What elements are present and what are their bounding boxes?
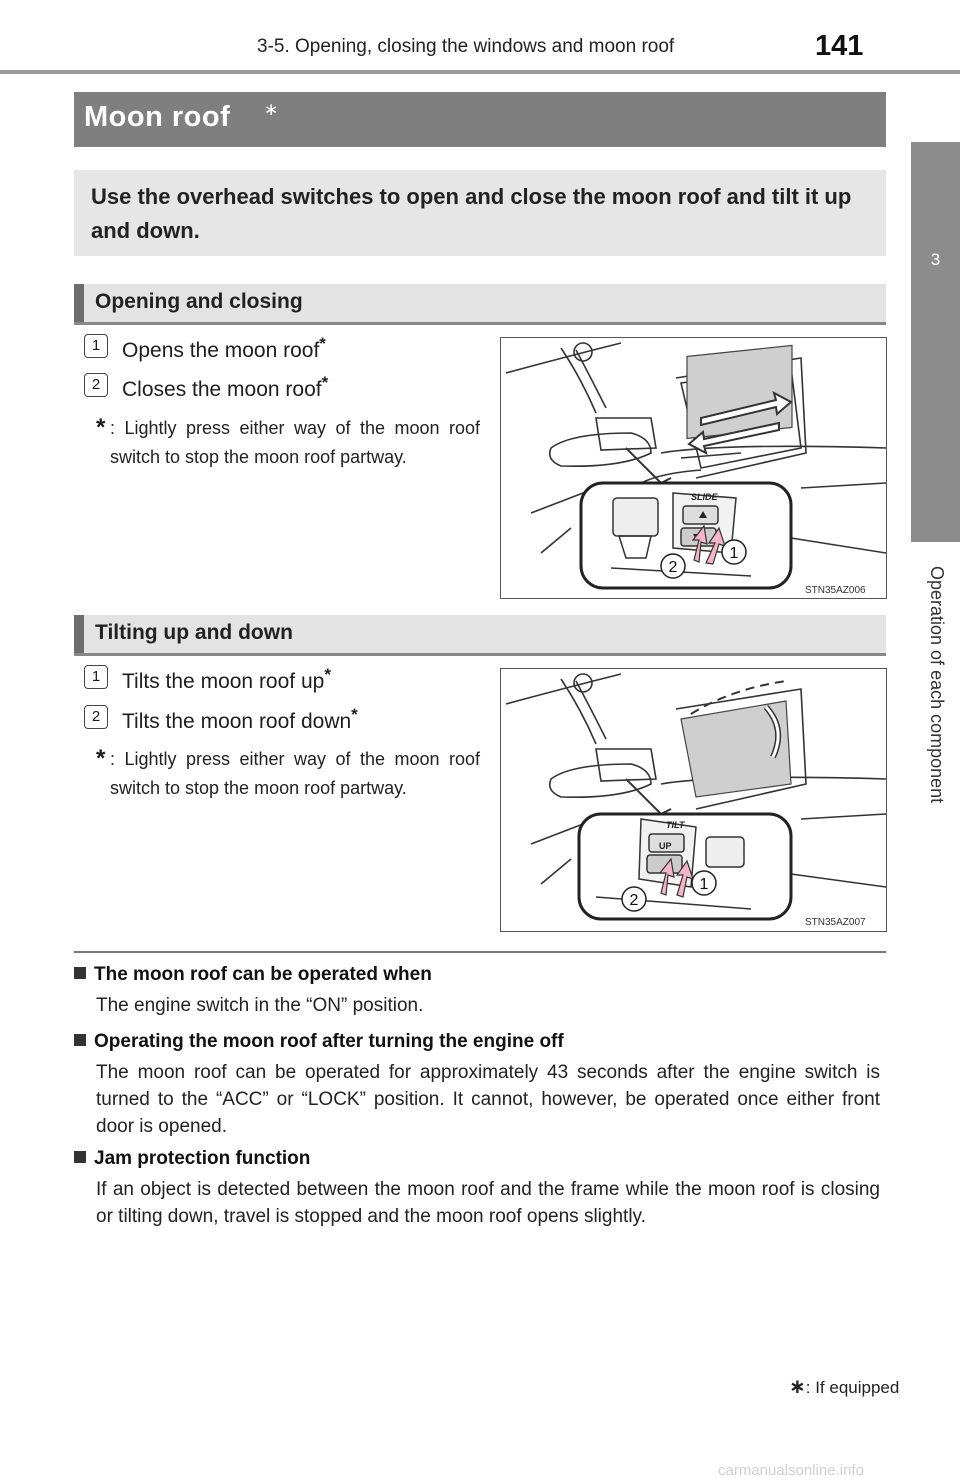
page-title: Moon roof [84, 101, 231, 133]
image-code: STN35AZ006 [805, 585, 866, 596]
item-tilts-up [122, 665, 331, 694]
note-heading [74, 964, 432, 986]
item-label: Tilts the moon roof down [122, 710, 352, 733]
footnote-mark: ∗ [789, 1376, 806, 1398]
footnote-text: : If equipped [805, 1378, 900, 1397]
item-asterisk: * [321, 373, 329, 392]
chapter-label-wrap [921, 566, 951, 866]
item-number-badge: 1 [84, 665, 108, 689]
switch-label-up: UP [659, 841, 672, 851]
callout-2: 2 [668, 559, 678, 576]
callout-2: 2 [629, 892, 639, 909]
item-opens [122, 334, 326, 363]
chapter-number: 3 [930, 250, 941, 269]
page-number: 141 [815, 30, 864, 62]
note-body: If an object is detected between the moon roof and the frame while the moon roof is closing or tilting down, travel is stopped and the moon roof opens slightly. [96, 1179, 880, 1227]
section-heading-tilting: Tilting up and down [95, 621, 293, 644]
item-number-badge: 2 [84, 373, 108, 397]
note-body: The engine switch in the “ON” position. [96, 995, 424, 1016]
item-label: Opens the moon roof [122, 339, 320, 362]
callout-1: 1 [699, 876, 709, 893]
note-asterisk: * [96, 745, 106, 772]
tilt-switch-illustration [501, 669, 886, 931]
chapter-tab [911, 142, 960, 542]
item-closes [122, 373, 328, 402]
callout-1: 1 [729, 545, 739, 562]
item-tilts-down [122, 705, 358, 734]
note-heading-text: The moon roof can be operated when [94, 964, 432, 985]
chapter-label: Operation of each component [927, 566, 947, 804]
notes-divider [74, 951, 886, 953]
running-header: 3-5. Opening, closing the windows and moon roof [257, 36, 675, 57]
square-bullet-icon [74, 967, 86, 979]
square-bullet-icon [74, 1034, 86, 1046]
title-marker: ∗ [264, 100, 279, 119]
switch-label: SLIDE [691, 492, 718, 502]
note-heading [74, 1148, 310, 1170]
note-heading [74, 1031, 564, 1053]
switch-label: TILT [666, 820, 685, 830]
watermark: carmanualsonline.info [718, 1462, 864, 1479]
item-asterisk: * [319, 334, 326, 353]
section-heading-opening: Opening and closing [95, 290, 303, 313]
item-number-badge: 1 [84, 334, 108, 358]
slide-switch-illustration [501, 338, 886, 598]
footnote [789, 1374, 899, 1399]
note-text: : Lightly press either way of the moon roof switch to stop the moon roof partway. [110, 418, 480, 467]
note-asterisk: * [96, 414, 106, 441]
illustration-slide [500, 337, 887, 599]
item-label: Tilts the moon roof up [122, 670, 325, 693]
note-heading-text: Jam protection function [94, 1148, 311, 1169]
note-text: : Lightly press either way of the moon roof switch to stop the moon roof partway. [110, 749, 480, 798]
square-bullet-icon [74, 1151, 86, 1163]
item-asterisk: * [324, 665, 331, 684]
intro-text: Use the overhead switches to open and close the moon roof and tilt it up and down. [91, 184, 852, 243]
header-rule [0, 70, 960, 74]
section-header-bar [74, 284, 84, 322]
note-body: The moon roof can be operated for approximately 43 seconds after the engine switch is turned to the “ACC” or “LOCK” position. It cannot, however, be operated once either front door is opened. [96, 1062, 880, 1137]
section-header-bar [74, 615, 84, 653]
illustration-tilt [500, 668, 887, 932]
image-code: STN35AZ007 [805, 917, 866, 928]
note-heading-text: Operating the moon roof after turning the engine off [94, 1031, 564, 1052]
item-asterisk: * [351, 705, 358, 724]
item-label: Closes the moon roof [122, 378, 322, 401]
item-number-badge: 2 [84, 705, 108, 729]
